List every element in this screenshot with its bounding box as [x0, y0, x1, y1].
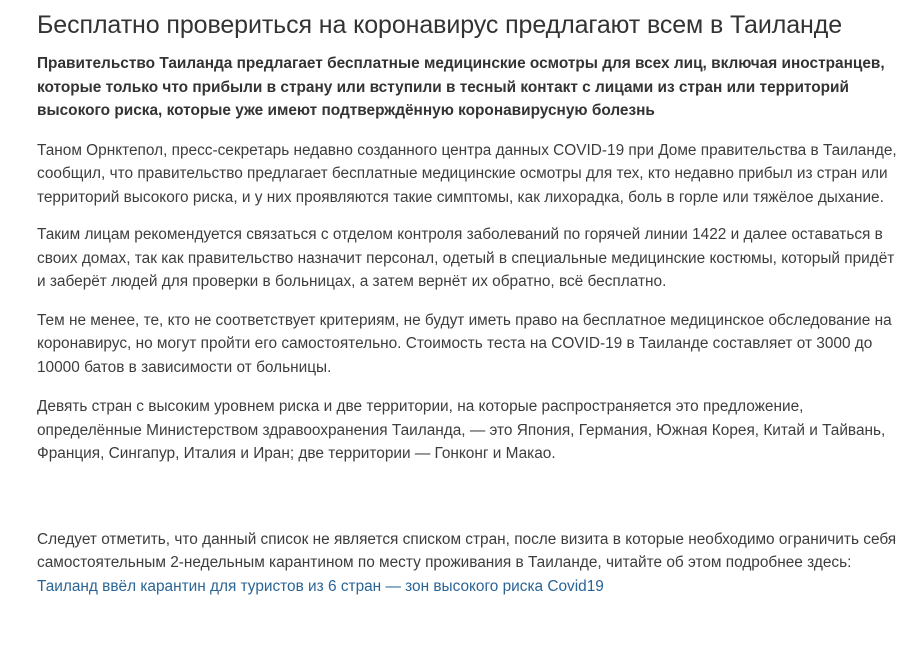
- article-paragraph: Девять стран с высоким уровнем риска и две территории, на которые распространяется это предложение, определённые Министерством здравоохранения Таиланда, — это Япония, Германия, Южная Корея, Китай и Тайвань, Франция, Сингапур, Италия и Иран; две территории — Гонконг и Макао.: [37, 398, 886, 462]
- article-final-paragraph: [37, 528, 897, 599]
- article-title: Бесплатно провериться на коронавирус предлагают всем в Таиланде: [37, 11, 843, 39]
- article-lead: Правительство Таиланда предлагает бесплатные медицинские осмотры для всех лиц, включая иностранцев, которые только что прибыли в страну или вступили в тесный контакт с лицами из стран или территорий высокого риска, которые уже имеют подтверждённую коронавирусную болезнь: [37, 55, 885, 119]
- article-paragraph: Таном Орнктепол, пресс-секретарь недавно созданного центра данных COVID-19 при Доме правительства в Таиланде, сообщил, что правительство предлагает бесплатные медицинские осмотры для тех, кто недавно прибыл из стран или территорий высокого риска, и у них проявляются такие симптомы, как лихорадка, боль в горле или тяжёлое дыхание.: [37, 141, 897, 206]
- final-paragraph-text: Следует отметить, что данный список не является списком стран, после визита в которые необходимо ограничить себя самостоятельным 2-недельным карантином по месту проживания в Таиланде, читайте об этом подробнее здесь:: [37, 530, 897, 571]
- article-paragraph: Тем не менее, те, кто не соответствует критериям, не будут иметь право на бесплатное медицинское обследование на коронавирус, но могут пройти его самостоятельно. Стоимость теста на COVID-19 в Таиланде составляет от 3000 до 10000 батов в зависимости от больницы.: [37, 311, 892, 376]
- article-paragraph: Таким лицам рекомендуется связаться с отделом контроля заболеваний по горячей линии 1422 и далее оставаться в своих домах, так как правительство назначит персонал, одетый в специальные медицинские костюмы, который придёт и заберёт людей для проверки в больницах, а затем вернёт их обратно, всё бесплатно.: [37, 226, 895, 290]
- related-article-link[interactable]: Таиланд ввёл карантин для туристов из 6 стран — зон высокого риска Covid19: [37, 577, 604, 595]
- article: [37, 0, 897, 598]
